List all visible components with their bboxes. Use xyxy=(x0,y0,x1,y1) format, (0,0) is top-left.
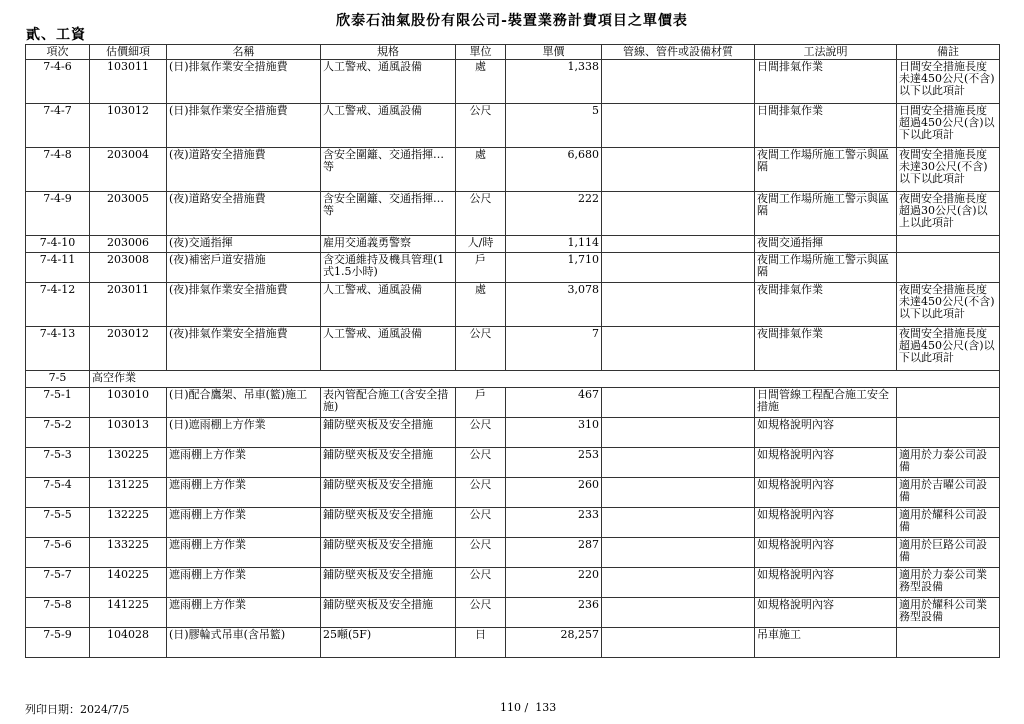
cell-item-no: 7-5-3 xyxy=(26,448,90,478)
cell-unit: 處 xyxy=(456,148,506,192)
cell-unit: 戶 xyxy=(456,253,506,283)
cell-method: 日間管線工程配合施工安全措施 xyxy=(755,388,897,418)
page-number: 110 / 133 xyxy=(500,701,557,714)
header-price: 單價 xyxy=(506,45,602,60)
cell-note: 日間安全措施長度未達450公尺(不含)以下以此項計 xyxy=(897,60,1000,104)
cell-item-no: 7-4-12 xyxy=(26,283,90,327)
cell-unit: 公尺 xyxy=(456,418,506,448)
cell-price: 222 xyxy=(506,192,602,236)
cell-material xyxy=(602,538,755,568)
cell-material xyxy=(602,508,755,538)
table-row xyxy=(26,508,1000,538)
header-note: 備註 xyxy=(897,45,1000,60)
cell-spec: 人工警戒、通風設備 xyxy=(321,327,456,371)
cell-item-no: 7-4-8 xyxy=(26,148,90,192)
cell-name: (日)排氣作業安全措施費 xyxy=(167,60,321,104)
cell-code: 141225 xyxy=(90,598,167,628)
cell-method: 如規格說明內容 xyxy=(755,508,897,538)
cell-spec: 鋪防壁夾板及安全措施 xyxy=(321,478,456,508)
cell-method: 夜間交通指揮 xyxy=(755,236,897,253)
cell-note: 適用於吉曜公司設備 xyxy=(897,478,1000,508)
cell-note: 夜間安全措施長度未達30公尺(不含)以下以此項計 xyxy=(897,148,1000,192)
cell-item-no: 7-4-7 xyxy=(26,104,90,148)
cell-price: 6,680 xyxy=(506,148,602,192)
cell-method: 日間排氣作業 xyxy=(755,104,897,148)
cell-item-no: 7-4-9 xyxy=(26,192,90,236)
header-method: 工法說明 xyxy=(755,45,897,60)
cell-spec: 25噸(5F) xyxy=(321,628,456,658)
cell-code: 203005 xyxy=(90,192,167,236)
cell-code: 133225 xyxy=(90,538,167,568)
cell-item-no: 7-4-10 xyxy=(26,236,90,253)
table-row xyxy=(26,448,1000,478)
cell-note xyxy=(897,236,1000,253)
cell-code: 103011 xyxy=(90,60,167,104)
cell-note: 夜間安全措施長度超過30公尺(含)以上以此項計 xyxy=(897,192,1000,236)
cell-method: 吊車施工 xyxy=(755,628,897,658)
cell-method: 如規格說明內容 xyxy=(755,538,897,568)
subsection-item-no: 7-5 xyxy=(26,371,90,388)
cell-item-no: 7-5-8 xyxy=(26,598,90,628)
cell-item-no: 7-4-6 xyxy=(26,60,90,104)
cell-spec: 鋪防壁夾板及安全措施 xyxy=(321,448,456,478)
cell-method: 如規格說明內容 xyxy=(755,478,897,508)
cell-unit: 公尺 xyxy=(456,598,506,628)
cell-note xyxy=(897,418,1000,448)
cell-material xyxy=(602,478,755,508)
cell-code: 103010 xyxy=(90,388,167,418)
table-row xyxy=(26,283,1000,327)
cell-note: 適用於巨路公司設備 xyxy=(897,538,1000,568)
cell-name: (日)配合鷹架、吊車(籃)施工 xyxy=(167,388,321,418)
cell-method: 如規格說明內容 xyxy=(755,598,897,628)
table-row xyxy=(26,418,1000,448)
cell-price: 3,078 xyxy=(506,283,602,327)
cell-name: 遮雨棚上方作業 xyxy=(167,508,321,538)
cell-item-no: 7-5-7 xyxy=(26,568,90,598)
cell-method: 夜間工作場所施工警示與區隔 xyxy=(755,148,897,192)
cell-spec: 表內管配合施工(含安全措施) xyxy=(321,388,456,418)
cell-item-no: 7-5-2 xyxy=(26,418,90,448)
subsection-7-5 xyxy=(26,371,1000,388)
cell-material xyxy=(602,628,755,658)
cell-unit: 公尺 xyxy=(456,448,506,478)
cell-method: 日間排氣作業 xyxy=(755,60,897,104)
cell-spec: 雇用交通義勇警察 xyxy=(321,236,456,253)
cell-item-no: 7-4-13 xyxy=(26,327,90,371)
cell-note: 適用於力泰公司業務型設備 xyxy=(897,568,1000,598)
section-title: 貳、工資 xyxy=(26,27,86,43)
table-row xyxy=(26,192,1000,236)
price-table xyxy=(25,44,1000,658)
cell-material xyxy=(602,60,755,104)
cell-name: (夜)道路安全措施費 xyxy=(167,192,321,236)
table-header-row xyxy=(26,45,1000,60)
cell-name: (夜)補密戶道安措施 xyxy=(167,253,321,283)
document-title: 欣泰石油氣股份有限公司-裝置業務計費項目之單價表 xyxy=(336,13,688,29)
cell-method: 夜間工作場所施工警示與區隔 xyxy=(755,253,897,283)
cell-material xyxy=(602,327,755,371)
cell-name: (夜)排氣作業安全措施費 xyxy=(167,283,321,327)
cell-spec: 含安全圍籬、交通指揮…等 xyxy=(321,148,456,192)
cell-note: 日間安全措施長度超過450公尺(含)以下以此項計 xyxy=(897,104,1000,148)
cell-material xyxy=(602,448,755,478)
cell-spec: 鋪防壁夾板及安全措施 xyxy=(321,538,456,568)
header-spec: 規格 xyxy=(321,45,456,60)
cell-material xyxy=(602,418,755,448)
cell-code: 203004 xyxy=(90,148,167,192)
cell-note xyxy=(897,628,1000,658)
cell-price: 236 xyxy=(506,598,602,628)
cell-unit: 公尺 xyxy=(456,104,506,148)
cell-name: 遮雨棚上方作業 xyxy=(167,538,321,568)
cell-price: 287 xyxy=(506,538,602,568)
cell-name: (日)排氣作業安全措施費 xyxy=(167,104,321,148)
cell-method: 如規格說明內容 xyxy=(755,568,897,598)
header-code: 估價細項 xyxy=(90,45,167,60)
cell-name: (夜)排氣作業安全措施費 xyxy=(167,327,321,371)
subsection-row xyxy=(26,371,1000,388)
cell-code: 104028 xyxy=(90,628,167,658)
cell-item-no: 7-4-11 xyxy=(26,253,90,283)
subsection-label: 高空作業 xyxy=(90,371,1000,388)
cell-price: 220 xyxy=(506,568,602,598)
cell-code: 203011 xyxy=(90,283,167,327)
cell-note: 適用於耀科公司設備 xyxy=(897,508,1000,538)
cell-name: 遮雨棚上方作業 xyxy=(167,568,321,598)
cell-name: (日)膠輪式吊車(含吊籃) xyxy=(167,628,321,658)
print-date: 列印日期：2024/7/5 xyxy=(25,703,130,716)
cell-spec: 鋪防壁夾板及安全措施 xyxy=(321,598,456,628)
cell-code: 131225 xyxy=(90,478,167,508)
cell-spec: 人工警戒、通風設備 xyxy=(321,283,456,327)
table-row xyxy=(26,388,1000,418)
table-row xyxy=(26,327,1000,371)
cell-price: 1,338 xyxy=(506,60,602,104)
cell-item-no: 7-5-9 xyxy=(26,628,90,658)
cell-spec: 鋪防壁夾板及安全措施 xyxy=(321,508,456,538)
cell-price: 28,257 xyxy=(506,628,602,658)
cell-note xyxy=(897,253,1000,283)
cell-method: 夜間工作場所施工警示與區隔 xyxy=(755,192,897,236)
cell-unit: 公尺 xyxy=(456,478,506,508)
cell-code: 203012 xyxy=(90,327,167,371)
cell-unit: 人/時 xyxy=(456,236,506,253)
header-unit: 單位 xyxy=(456,45,506,60)
cell-code: 132225 xyxy=(90,508,167,538)
cell-item-no: 7-5-1 xyxy=(26,388,90,418)
cell-unit: 公尺 xyxy=(456,538,506,568)
table-row xyxy=(26,538,1000,568)
cell-code: 103013 xyxy=(90,418,167,448)
cell-unit: 公尺 xyxy=(456,192,506,236)
table-row xyxy=(26,236,1000,253)
cell-material xyxy=(602,568,755,598)
cell-price: 7 xyxy=(506,327,602,371)
table-row xyxy=(26,148,1000,192)
cell-note: 夜間安全措施長度未達450公尺(不含)以下以此項計 xyxy=(897,283,1000,327)
cell-code: 140225 xyxy=(90,568,167,598)
table-row xyxy=(26,104,1000,148)
cell-note: 夜間安全措施長度超過450公尺(含)以下以此項計 xyxy=(897,327,1000,371)
cell-item-no: 7-5-5 xyxy=(26,508,90,538)
cell-price: 253 xyxy=(506,448,602,478)
cell-spec: 鋪防壁夾板及安全措施 xyxy=(321,418,456,448)
cell-spec: 人工警戒、通風設備 xyxy=(321,104,456,148)
table-body-7-5 xyxy=(26,388,1000,658)
cell-unit: 日 xyxy=(456,628,506,658)
cell-method: 夜間排氣作業 xyxy=(755,283,897,327)
table-row xyxy=(26,253,1000,283)
cell-item-no: 7-5-6 xyxy=(26,538,90,568)
cell-price: 5 xyxy=(506,104,602,148)
cell-unit: 處 xyxy=(456,60,506,104)
header-material: 管線、管件或設備材質 xyxy=(602,45,755,60)
cell-code: 103012 xyxy=(90,104,167,148)
cell-material xyxy=(602,283,755,327)
cell-unit: 公尺 xyxy=(456,568,506,598)
cell-spec: 人工警戒、通風設備 xyxy=(321,60,456,104)
cell-price: 310 xyxy=(506,418,602,448)
header-name: 名稱 xyxy=(167,45,321,60)
cell-code: 203008 xyxy=(90,253,167,283)
cell-item-no: 7-5-4 xyxy=(26,478,90,508)
cell-price: 260 xyxy=(506,478,602,508)
cell-material xyxy=(602,192,755,236)
cell-material xyxy=(602,598,755,628)
cell-unit: 處 xyxy=(456,283,506,327)
cell-price: 233 xyxy=(506,508,602,538)
cell-name: (夜)交通指揮 xyxy=(167,236,321,253)
cell-material xyxy=(602,388,755,418)
table-body-7-4 xyxy=(26,60,1000,371)
cell-price: 467 xyxy=(506,388,602,418)
cell-note xyxy=(897,388,1000,418)
cell-unit: 戶 xyxy=(456,388,506,418)
cell-name: (日)遮雨棚上方作業 xyxy=(167,418,321,448)
cell-unit: 公尺 xyxy=(456,508,506,538)
cell-method: 如規格說明內容 xyxy=(755,448,897,478)
cell-spec: 含安全圍籬、交通指揮…等 xyxy=(321,192,456,236)
cell-note: 適用於力泰公司設備 xyxy=(897,448,1000,478)
cell-name: (夜)道路安全措施費 xyxy=(167,148,321,192)
cell-material xyxy=(602,148,755,192)
cell-material xyxy=(602,253,755,283)
cell-method: 夜間排氣作業 xyxy=(755,327,897,371)
cell-name: 遮雨棚上方作業 xyxy=(167,598,321,628)
cell-code: 203006 xyxy=(90,236,167,253)
table-row xyxy=(26,598,1000,628)
cell-code: 130225 xyxy=(90,448,167,478)
cell-spec: 鋪防壁夾板及安全措施 xyxy=(321,568,456,598)
cell-unit: 公尺 xyxy=(456,327,506,371)
cell-price: 1,114 xyxy=(506,236,602,253)
cell-material xyxy=(602,104,755,148)
cell-material xyxy=(602,236,755,253)
cell-spec: 含交通維持及機具管理(1式1.5小時) xyxy=(321,253,456,283)
table-row xyxy=(26,478,1000,508)
cell-method: 如規格說明內容 xyxy=(755,418,897,448)
table-row xyxy=(26,628,1000,658)
cell-price: 1,710 xyxy=(506,253,602,283)
table-row xyxy=(26,60,1000,104)
header-item-no: 項次 xyxy=(26,45,90,60)
cell-name: 遮雨棚上方作業 xyxy=(167,478,321,508)
table-row xyxy=(26,568,1000,598)
cell-note: 適用於耀科公司業務型設備 xyxy=(897,598,1000,628)
cell-name: 遮雨棚上方作業 xyxy=(167,448,321,478)
